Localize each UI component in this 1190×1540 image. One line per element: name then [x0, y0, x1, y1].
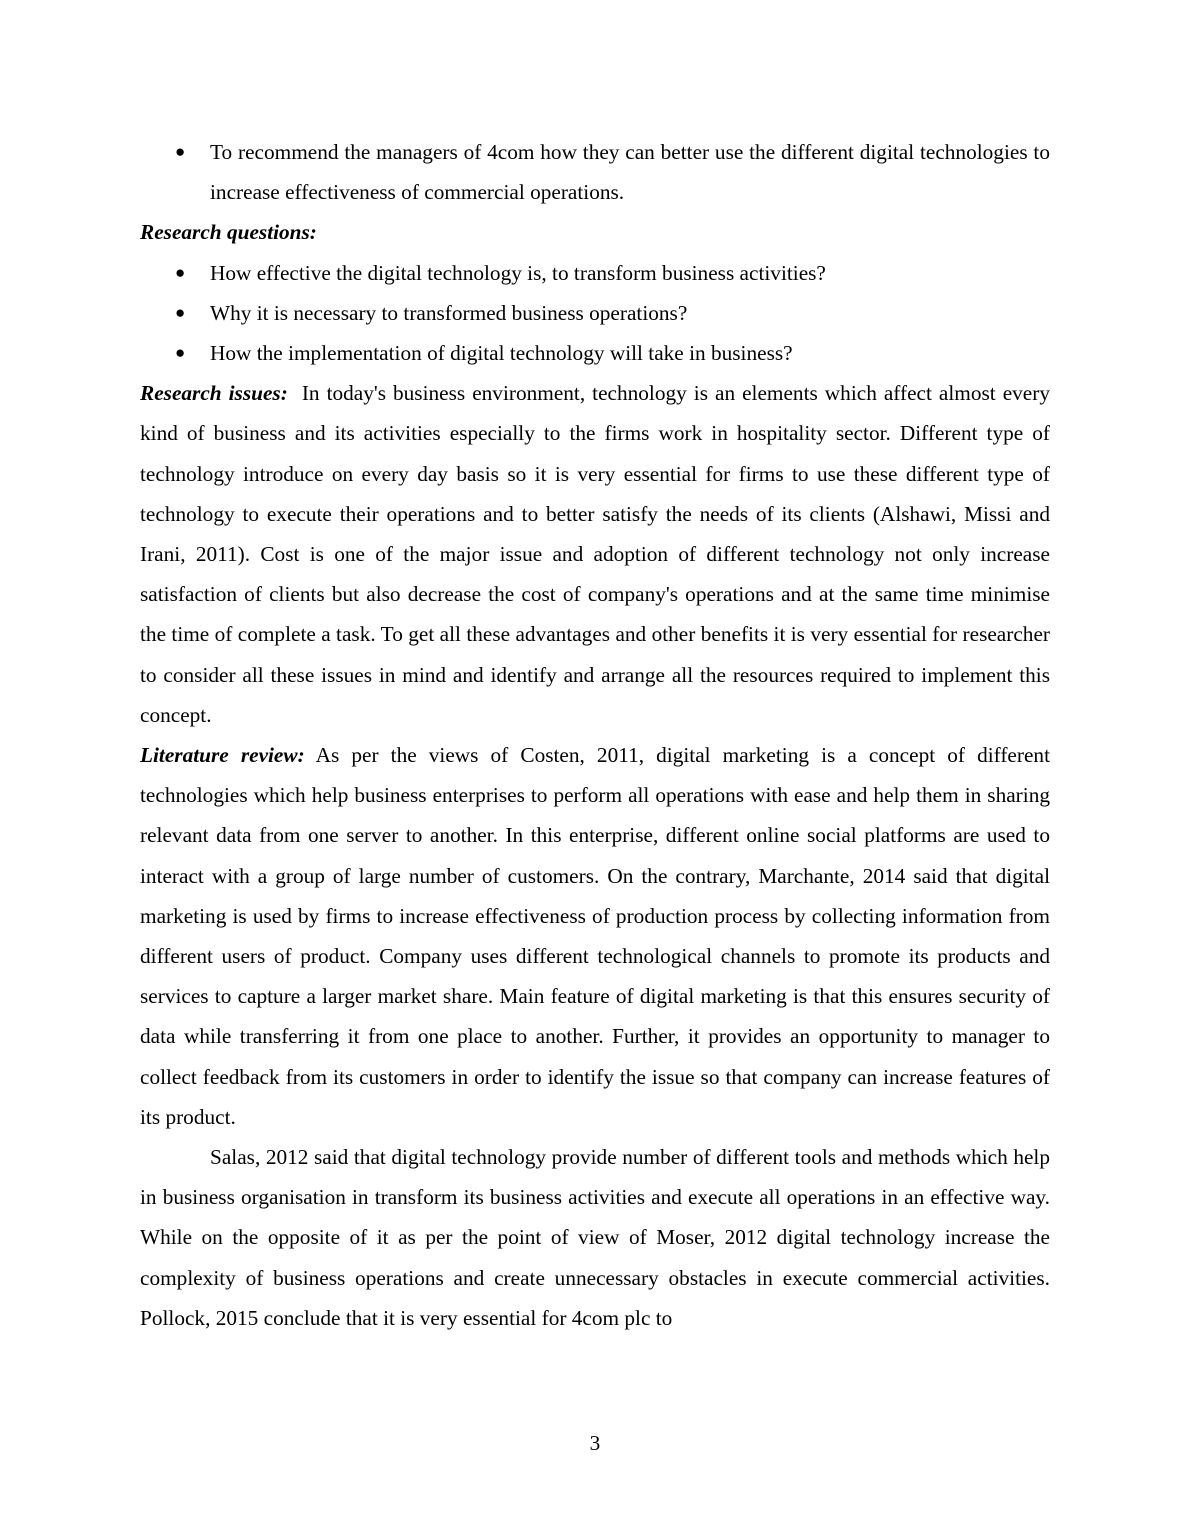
research-questions-heading: Research questions: [140, 220, 317, 245]
bullet-icon: ● [175, 142, 186, 161]
literature-review-text: As per the views of Costen, 2011, digital marketing is a concept of different technologies which help business enterprises to perform all operations with ease and help them in sharing relevant data from one server to another. In this enterprise, different online social platforms are used to interact with a group of large number of customers. On the contrary, Marchante, 2014 said that digital marketing is used by firms to increase effectiveness of production process by collecting information from different users of product. Company uses different technological channels to promote its products and services to capture a larger market share. Main feature of digital marketing is that this ensures security of data while transferring it from one place to another. Further, it provides an opportunity to manager to collect feedback from its customers in order to identify the issue so that company can increase features of its product. [140, 743, 1050, 1129]
literature-review-text-2: Salas, 2012 said that digital technology provide number of different tools and methods which help in business organisation in transform its business activities and execute all operations in an effective way. While on the opposite of it as per the point of view of Moser, 2012 digital technology increase the complexity of business operations and create unnecessary obstacles in execute commercial activities. Pollock, 2015 conclude that it is very essential for 4com plc to [140, 1145, 1050, 1330]
question-text: Why it is necessary to transformed business operations? [210, 300, 688, 325]
research-issues-heading: Research issues: [140, 381, 288, 406]
objectives-list [140, 132, 1050, 212]
page-number: 3 [589, 1431, 601, 1455]
bullet-icon: ● [175, 262, 186, 282]
list-item [140, 132, 1050, 212]
objective-text: To recommend the managers of 4com how they can better use the different digital technologies to increase effectiveness of commercial operations. [210, 140, 1050, 205]
research-issues-text: In today's business environment, technology is an elements which affect almost every kind of business and its activities especially to the firms work in hospitality sector. Different type of technology introduce on every day basis so it is very essential for firms to use these different type of technology to execute their operations and to better satisfy the needs of its clients (Alshawi, Missi and Irani, 2011). Cost is one of the major issue and adoption of different technology not only increase satisfaction of clients but also decrease the cost of company's operations and at the same time minimise the time of complete a task. To get all these advantages and other benefits it is very essential for researcher to consider all these issues in mind and identify and arrange all the resources required to implement this concept. [140, 381, 1050, 727]
question-text: How effective the digital technology is, to transform business activities? [210, 260, 826, 285]
bullet-icon: ● [175, 302, 186, 322]
literature-review-paragraph [140, 735, 1050, 1137]
literature-review-heading: Literature review: [140, 743, 305, 768]
research-issues-paragraph [140, 373, 1050, 735]
bullet-icon: ● [175, 343, 186, 363]
document-page [140, 132, 1050, 1338]
literature-review-paragraph-2 [140, 1137, 1050, 1338]
list-item [140, 293, 1050, 333]
research-questions-list [140, 253, 1050, 374]
question-text: How the implementation of digital technology will take in business? [210, 341, 793, 366]
list-item [140, 333, 1050, 373]
list-item [140, 253, 1050, 293]
